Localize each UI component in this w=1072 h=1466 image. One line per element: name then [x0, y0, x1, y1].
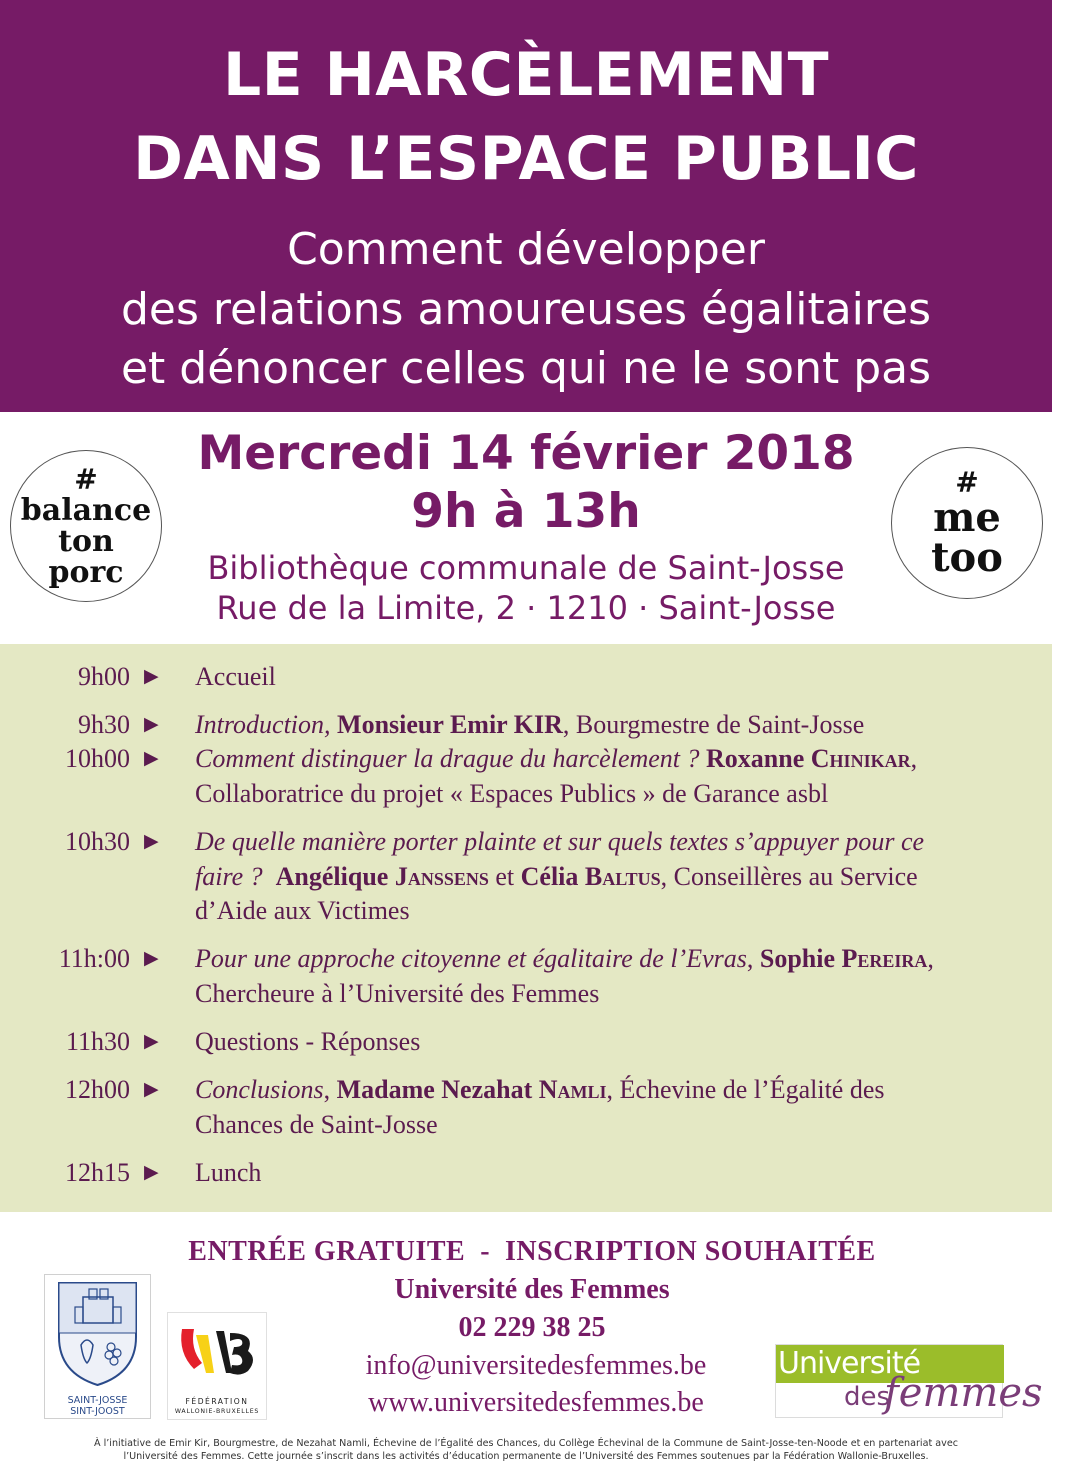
fwb-logo [167, 1312, 267, 1420]
speaker-last-name: Janssens [394, 861, 489, 891]
logo-word: des [844, 1382, 891, 1412]
program-description: Accueil [195, 662, 276, 691]
title-line-2: DANS L’ESPACE PUBLIC [133, 124, 919, 194]
talk-title: faire ? [195, 861, 263, 891]
email-address[interactable]: info@universitedesfemmes.be [365, 1350, 707, 1381]
speaker-last-name: Pereira [841, 944, 928, 973]
speaker-role: , Échevine de l’Égalité des [606, 1075, 885, 1104]
speaker-name [337, 1075, 607, 1104]
separator: , [746, 944, 754, 973]
program-time: 9h30 [78, 710, 130, 739]
arrow-right-icon: ▶ [144, 1031, 159, 1052]
badge-word: porc [48, 554, 124, 590]
speaker-name: Monsieur Emir KIR [337, 710, 563, 739]
speaker-name [521, 862, 661, 891]
badge-word: balance [20, 492, 152, 528]
universite-des-femmes-logo [775, 1344, 1043, 1418]
speaker-name [276, 862, 489, 891]
event-address: Rue de la Limite, 2 · 1210 · Saint-Josse [216, 589, 836, 627]
credits-text [30, 1437, 1022, 1463]
speaker-role: Collaboratrice du projet « Espaces Publics » de Garance asbl [195, 778, 829, 808]
speaker-name [760, 944, 928, 973]
arrow-right-icon: ▶ [144, 714, 159, 735]
speaker-role: , Bourgmestre de Saint-Josse [562, 710, 865, 739]
speaker-role: , Conseillères au Service [660, 861, 918, 891]
speaker-first-name: Angélique [275, 861, 389, 891]
entry-notice: ENTRÉE GRATUITE - INSCRIPTION SOUHAITÉE [188, 1236, 876, 1267]
arrow-right-icon: ▶ [144, 748, 159, 769]
website-link[interactable]: www.universitedesfemmes.be [368, 1387, 704, 1418]
badge-word: ton [58, 523, 114, 559]
separator: , [323, 1075, 331, 1104]
logo-caption: WALLONIE-BRUXELLES [174, 1408, 260, 1415]
talk-title: Comment distinguer la drague du harcèlement ? [195, 744, 700, 773]
title-line-1: LE HARCÈLEMENT [222, 40, 830, 110]
badge-word: me [933, 494, 1001, 541]
speaker-last-name: Namli [538, 1075, 607, 1104]
coat-of-arms-icon [45, 1275, 150, 1390]
talk-title: Conclusions [195, 1075, 324, 1104]
program-description [195, 742, 1015, 811]
program-time: 12h15 [65, 1158, 130, 1187]
speaker-first-name: Madame Nezahat [336, 1075, 533, 1104]
program-time: 9h00 [78, 662, 130, 691]
talk-title: De quelle manière porter plainte et sur quels textes s’appuyer pour ce [195, 827, 925, 856]
saint-josse-logo [44, 1274, 151, 1419]
phone-number: 02 229 38 25 [458, 1312, 606, 1343]
hash-symbol: # [74, 462, 98, 496]
arrow-right-icon: ▶ [144, 1162, 159, 1183]
speaker-role: , [910, 744, 918, 773]
arrow-right-icon: ▶ [144, 666, 159, 687]
arrow-right-icon: ▶ [144, 948, 159, 969]
arrow-right-icon: ▶ [144, 831, 159, 852]
credits-line: l’Université des Femmes. Cette journée s’inscrit dans les activités d’éducation permanente de l’Université des Femmes soutenues par la Fédération Wallonie-Bruxelles. [123, 1451, 929, 1462]
subtitle-line-3: et dénoncer celles qui ne le sont pas [120, 343, 932, 394]
arrow-right-icon: ▶ [144, 1079, 159, 1100]
logo-word: femmes [884, 1370, 1043, 1416]
program-time: 12h00 [65, 1075, 130, 1104]
header-banner [0, 0, 1052, 412]
logo-word: Université [778, 1346, 921, 1381]
credits-line: À l’initiative de Emir Kir, Bourgmestre, de Nezahat Namli, Échevine de l’Égalité des Chances, du Collège Échevinal de la Commune de Saint-Josse-ten-Noode et en partenariat avec [93, 1438, 959, 1449]
talk-title: Pour une approche citoyenne et égalitaire de l’Evras [195, 944, 747, 973]
subtitle-line-2: des relations amoureuses égalitaires [120, 284, 932, 335]
speaker-role: Chances de Saint-Josse [195, 1109, 438, 1139]
joiner-text: et [495, 861, 515, 891]
event-info [0, 412, 1052, 644]
speaker-last-name: Chinikar [810, 744, 911, 773]
subtitle-line-1: Comment développer [287, 224, 765, 275]
event-venue: Bibliothèque communale de Saint-Josse [207, 549, 845, 587]
logo-caption: SINT-JOOST [70, 1406, 125, 1417]
program-description [195, 942, 1015, 1011]
speaker-role: , [927, 944, 934, 973]
talk-title: Introduction, [195, 710, 331, 739]
speaker-first-name: Sophie [759, 944, 836, 973]
event-hours: 9h à 13h [411, 484, 641, 539]
program-description [195, 708, 1015, 743]
logo-caption: SAINT-JOSSE [67, 1395, 128, 1406]
logo-caption: FÉDÉRATION [185, 1397, 249, 1406]
program-time: 11h30 [65, 1027, 130, 1056]
badge-word: too [931, 534, 1003, 581]
footer [0, 1212, 1052, 1466]
program-description: Lunch [195, 1158, 262, 1187]
hash-symbol: # [955, 466, 979, 499]
program-schedule [0, 644, 1052, 1212]
speaker-first-name: Célia [520, 861, 579, 891]
hashtag-badge-balancetonporc [10, 450, 162, 602]
program-description [195, 1073, 1015, 1142]
speaker-role: Chercheure à l’Université des Femmes [195, 978, 600, 1008]
program-time: 10h30 [65, 827, 130, 856]
speaker-role: d’Aide aux Victimes [195, 896, 410, 925]
program-description: Questions - Réponses [195, 1027, 421, 1056]
organizer-name: Université des Femmes [394, 1274, 670, 1305]
speaker-name [706, 744, 911, 773]
fwb-emblem-icon [168, 1313, 266, 1391]
program-time: 11h:00 [58, 944, 130, 973]
speaker-first-name: Roxanne [706, 744, 805, 773]
event-date: Mercredi 14 février 2018 [197, 426, 855, 481]
hashtag-badge-metoo [891, 447, 1043, 599]
program-description [195, 825, 1015, 929]
speaker-last-name: Baltus [584, 861, 661, 891]
program-time: 10h00 [65, 744, 130, 773]
